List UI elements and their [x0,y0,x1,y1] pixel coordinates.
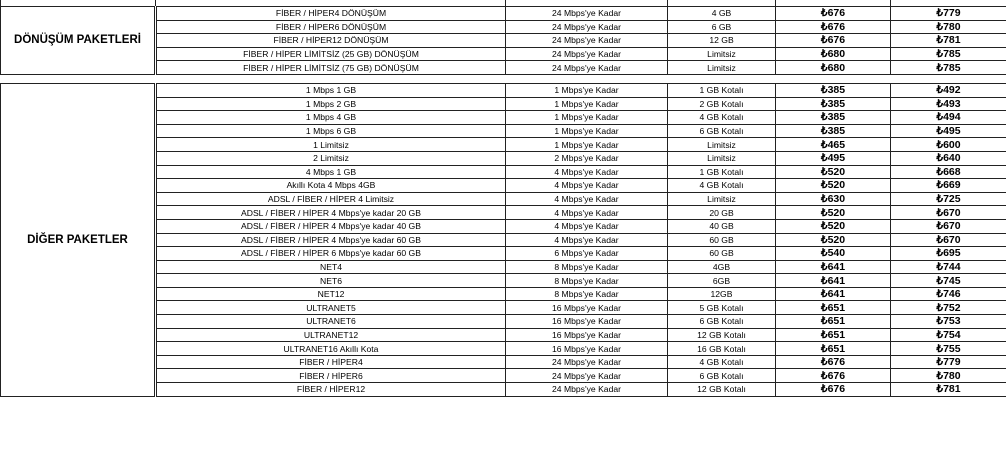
quota-cell: 6GB [668,274,776,288]
price-1-cell: ₺520 [776,179,891,193]
package-name-cell: ADSL / FİBER / HİPER 4 Limitsiz [156,192,506,206]
price-2-cell: ₺492 [891,83,1006,97]
price-2-cell: ₺670 [891,206,1006,220]
price-2-cell: ₺779 [891,7,1006,21]
package-name-cell: FİBER / HİPER4 DÖNÜŞÜM [156,7,506,21]
price-1-cell: ₺676 [776,20,891,34]
package-name-cell: FİBER / HİPER LİMİTSİZ (25 GB) DÖNÜŞÜM [156,47,506,61]
price-2-cell: ₺695 [891,247,1006,261]
package-name-cell: 4 Mbps 1 GB [156,165,506,179]
speed-cell: 1 Mbps'ye Kadar [506,111,668,125]
price-1-cell: ₺651 [776,315,891,329]
price-2-cell: ₺640 [891,151,1006,165]
price-1-cell: ₺641 [776,287,891,301]
package-name-cell: 2 Limitsiz [156,151,506,165]
package-name-cell: FİBER / HİPER12 DÖNÜŞÜM [156,34,506,48]
speed-cell: 4 Mbps'ye Kadar [506,192,668,206]
package-name-cell: ULTRANET16 Akıllı Kota [156,342,506,356]
speed-cell: 1 Mbps'ye Kadar [506,83,668,97]
table-edge [1,396,1006,402]
speed-cell: 24 Mbps'ye Kadar [506,61,668,75]
price-2-cell: ₺493 [891,97,1006,111]
speed-cell: 4 Mbps'ye Kadar [506,179,668,193]
price-1-cell: ₺651 [776,342,891,356]
quota-cell: 6 GB Kotalı [668,124,776,138]
speed-cell: 2 Mbps'ye Kadar [506,151,668,165]
package-name-cell: ADSL / FİBER / HİPER 6 Mbps'ye kadar 60 GB [156,247,506,261]
price-1-cell: ₺385 [776,111,891,125]
price-2-cell: ₺785 [891,61,1006,75]
price-1-cell: ₺676 [776,369,891,383]
speed-cell: 24 Mbps'ye Kadar [506,383,668,397]
price-1-cell: ₺520 [776,219,891,233]
price-2-cell: ₺746 [891,287,1006,301]
price-1-cell: ₺641 [776,274,891,288]
price-2-cell: ₺781 [891,34,1006,48]
price-1-cell: ₺680 [776,47,891,61]
quota-cell: 60 GB [668,247,776,261]
price-2-cell: ₺668 [891,165,1006,179]
speed-cell: 1 Mbps'ye Kadar [506,124,668,138]
package-name-cell: ADSL / FİBER / HİPER 4 Mbps'ye kadar 40 GB [156,219,506,233]
price-1-cell: ₺676 [776,34,891,48]
price-2-cell: ₺752 [891,301,1006,315]
quota-cell: 4GB [668,260,776,274]
price-table-body [1,0,1006,402]
quota-cell: 2 GB Kotalı [668,97,776,111]
price-1-cell: ₺676 [776,383,891,397]
speed-cell: 4 Mbps'ye Kadar [506,206,668,220]
package-name-cell: NET12 [156,287,506,301]
package-name-cell: Akıllı Kota 4 Mbps 4GB [156,179,506,193]
package-name-cell: 1 Mbps 2 GB [156,97,506,111]
package-name-cell: FİBER / HİPER4 [156,355,506,369]
price-1-cell: ₺465 [776,138,891,152]
package-name-cell: NET6 [156,274,506,288]
price-1-cell: ₺520 [776,165,891,179]
quota-cell: 12 GB Kotalı [668,383,776,397]
quota-cell: 4 GB [668,7,776,21]
price-2-cell: ₺669 [891,179,1006,193]
price-2-cell: ₺670 [891,219,1006,233]
speed-cell: 4 Mbps'ye Kadar [506,165,668,179]
speed-cell: 8 Mbps'ye Kadar [506,287,668,301]
quota-cell: 60 GB [668,233,776,247]
price-2-cell: ₺785 [891,47,1006,61]
price-2-cell: ₺725 [891,192,1006,206]
table-row [1,7,1006,21]
speed-cell: 8 Mbps'ye Kadar [506,274,668,288]
price-2-cell: ₺744 [891,260,1006,274]
package-name-cell: NET4 [156,260,506,274]
speed-cell: 24 Mbps'ye Kadar [506,355,668,369]
quota-cell: Limitsiz [668,151,776,165]
package-name-cell: 1 Limitsiz [156,138,506,152]
speed-cell: 16 Mbps'ye Kadar [506,301,668,315]
quota-cell: 12 GB Kotalı [668,328,776,342]
quota-cell: 16 GB Kotalı [668,342,776,356]
package-name-cell: 1 Mbps 1 GB [156,83,506,97]
package-name-cell: FİBER / HİPER6 [156,369,506,383]
package-name-cell: FİBER / HİPER LİMİTSİZ (75 GB) DÖNÜŞÜM [156,61,506,75]
quota-cell: 6 GB [668,20,776,34]
price-2-cell: ₺780 [891,20,1006,34]
quota-cell: Limitsiz [668,47,776,61]
price-1-cell: ₺385 [776,83,891,97]
package-name-cell: ULTRANET5 [156,301,506,315]
speed-cell: 24 Mbps'ye Kadar [506,20,668,34]
table-row [1,83,1006,97]
price-1-cell: ₺651 [776,301,891,315]
price-1-cell: ₺676 [776,355,891,369]
price-2-cell: ₺781 [891,383,1006,397]
section-gap [1,74,1006,83]
quota-cell: 6 GB Kotalı [668,369,776,383]
price-1-cell: ₺385 [776,97,891,111]
price-2-cell: ₺494 [891,111,1006,125]
quota-cell: 4 GB Kotalı [668,111,776,125]
speed-cell: 6 Mbps'ye Kadar [506,247,668,261]
quota-cell: 5 GB Kotalı [668,301,776,315]
speed-cell: 24 Mbps'ye Kadar [506,47,668,61]
quota-cell: 1 GB Kotalı [668,83,776,97]
price-2-cell: ₺780 [891,369,1006,383]
quota-cell: Limitsiz [668,192,776,206]
price-2-cell: ₺600 [891,138,1006,152]
quota-cell: 1 GB Kotalı [668,165,776,179]
package-name-cell: ULTRANET6 [156,315,506,329]
speed-cell: 8 Mbps'ye Kadar [506,260,668,274]
quota-cell: 40 GB [668,219,776,233]
quota-cell: 6 GB Kotalı [668,315,776,329]
price-1-cell: ₺520 [776,233,891,247]
price-1-cell: ₺641 [776,260,891,274]
speed-cell: 1 Mbps'ye Kadar [506,138,668,152]
speed-cell: 1 Mbps'ye Kadar [506,97,668,111]
price-1-cell: ₺495 [776,151,891,165]
price-2-cell: ₺670 [891,233,1006,247]
speed-cell: 4 Mbps'ye Kadar [506,233,668,247]
quota-cell: 20 GB [668,206,776,220]
price-2-cell: ₺755 [891,342,1006,356]
package-name-cell: 1 Mbps 6 GB [156,124,506,138]
package-name-cell: ULTRANET12 [156,328,506,342]
quota-cell: Limitsiz [668,138,776,152]
section-title: DÖNÜŞÜM PAKETLERİ [1,7,156,75]
price-1-cell: ₺651 [776,328,891,342]
quota-cell: Limitsiz [668,61,776,75]
package-name-cell: 1 Mbps 4 GB [156,111,506,125]
quota-cell: 12 GB [668,34,776,48]
price-2-cell: ₺754 [891,328,1006,342]
price-1-cell: ₺540 [776,247,891,261]
price-2-cell: ₺495 [891,124,1006,138]
price-2-cell: ₺753 [891,315,1006,329]
speed-cell: 24 Mbps'ye Kadar [506,34,668,48]
price-1-cell: ₺676 [776,7,891,21]
speed-cell: 4 Mbps'ye Kadar [506,219,668,233]
price-2-cell: ₺745 [891,274,1006,288]
price-1-cell: ₺520 [776,206,891,220]
section-title: DİĞER PAKETLER [1,83,156,396]
quota-cell: 4 GB Kotalı [668,355,776,369]
speed-cell: 16 Mbps'ye Kadar [506,342,668,356]
price-1-cell: ₺680 [776,61,891,75]
package-name-cell: ADSL / FİBER / HİPER 4 Mbps'ye kadar 60 GB [156,233,506,247]
package-name-cell: FİBER / HİPER6 DÖNÜŞÜM [156,20,506,34]
speed-cell: 16 Mbps'ye Kadar [506,315,668,329]
quota-cell: 12GB [668,287,776,301]
price-1-cell: ₺385 [776,124,891,138]
package-name-cell: ADSL / FİBER / HİPER 4 Mbps'ye kadar 20 GB [156,206,506,220]
speed-cell: 16 Mbps'ye Kadar [506,328,668,342]
price-1-cell: ₺630 [776,192,891,206]
price-2-cell: ₺779 [891,355,1006,369]
speed-cell: 24 Mbps'ye Kadar [506,369,668,383]
speed-cell: 24 Mbps'ye Kadar [506,7,668,21]
package-name-cell: FİBER / HİPER12 [156,383,506,397]
quota-cell: 4 GB Kotalı [668,179,776,193]
